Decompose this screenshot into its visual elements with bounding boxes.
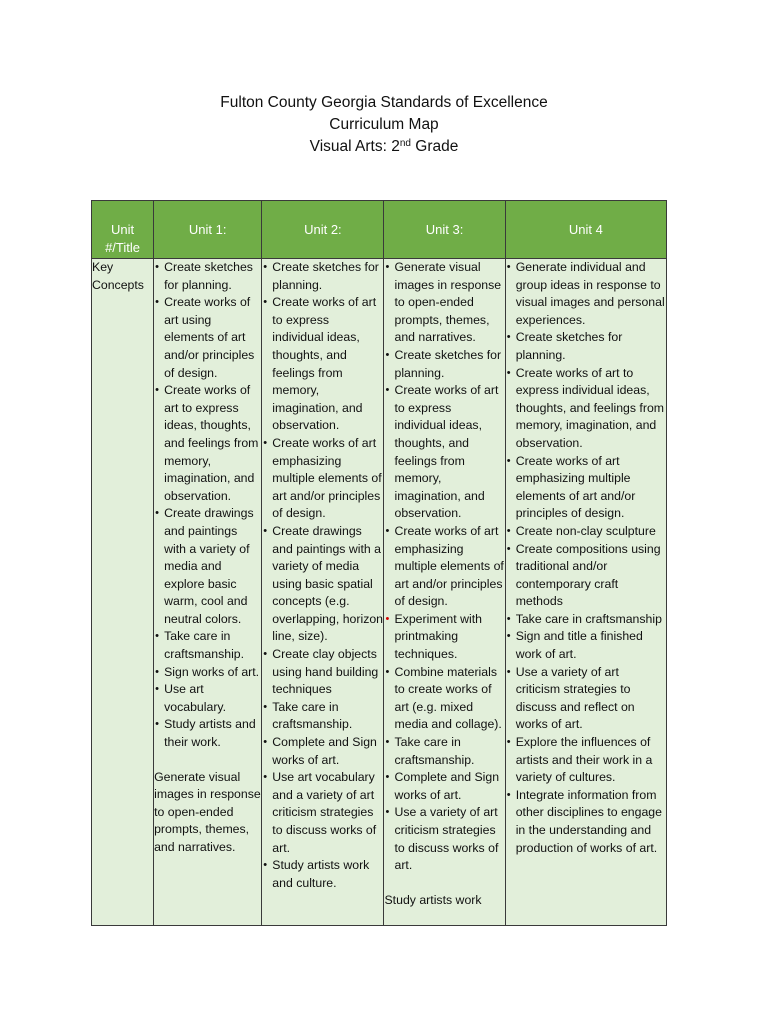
list-item-text: Take care in craftsmanship. [394, 735, 475, 767]
unit-1-cell [154, 259, 262, 926]
bullet-icon: • [385, 524, 390, 537]
list-item-text: Complete and Sign works of art. [394, 770, 500, 802]
bullet-icon: • [263, 771, 268, 784]
list-item [154, 294, 261, 382]
list-item-text: Create works of art emphasizing multiple elements of art and/or principles of design. [515, 453, 636, 521]
list-item [506, 664, 666, 734]
list-item [154, 382, 261, 505]
list-item-text: Combine materials to create works of art (e.g. mixed media and collage). [394, 664, 502, 732]
header-unit-1: Unit 1: [154, 201, 262, 259]
bullet-icon: • [155, 261, 159, 273]
bullet-icon: • [155, 507, 159, 520]
list-item [384, 523, 504, 611]
grade-title [0, 136, 768, 158]
list-item [506, 611, 666, 629]
unit-4-list [506, 259, 666, 857]
unit-2-cell [262, 259, 384, 926]
list-item-text: Take care in craftsmanship. [272, 699, 353, 732]
list-item [384, 611, 504, 664]
bullet-icon: • [263, 700, 268, 713]
row-label-key-concepts: Key Concepts [92, 259, 154, 926]
list-item [154, 716, 261, 751]
list-item [506, 259, 666, 329]
unit-1-list [154, 259, 261, 752]
bullet-icon: • [506, 736, 511, 749]
list-item-text: Sign works of art. [164, 664, 260, 679]
unit-3-extra-text: Study artists work [384, 892, 482, 907]
list-item-text: Create clay objects using hand building techniques [272, 647, 379, 697]
bullet-icon: • [506, 665, 511, 678]
header-unit-3: Unit 3: [384, 201, 505, 259]
bullet-icon: • [155, 630, 159, 643]
list-item [154, 259, 261, 294]
list-item-text: Create sketches for planning. [272, 260, 379, 292]
document-title: Fulton County Georgia Standards of Excellence [220, 94, 548, 111]
list-item-text: Create works of art to express individual ideas, thoughts, and feelings from memory, imagination, and observation. [394, 383, 499, 521]
list-item-text: Create drawings and paintings with a variety of media and explore basic warm, cool and neutral colors. [164, 506, 254, 626]
list-item [384, 347, 504, 382]
list-item [384, 259, 504, 347]
unit-3-cell [384, 259, 505, 926]
list-item [506, 628, 666, 663]
list-item-text: Use art vocabulary and a variety of art criticism strategies to discuss works of art. [272, 770, 377, 855]
bullet-icon: • [506, 524, 511, 537]
list-item [384, 664, 504, 734]
list-item [384, 769, 504, 804]
list-item [506, 453, 666, 523]
list-item-text: Use art vocabulary. [164, 682, 227, 714]
list-item-text: Create works of art to express individual ideas, thoughts, and feelings from memory, imagination, and observation. [515, 365, 665, 450]
bullet-icon: • [506, 630, 511, 643]
list-item [262, 734, 383, 769]
bullet-icon: • [263, 296, 268, 309]
grade-title-prefix: Visual Arts: 2 [309, 138, 400, 155]
list-item-text: Create sketches for planning. [164, 260, 253, 292]
list-item-text: Generate visual images in response to open-ended prompts, themes, and narratives. [394, 260, 502, 345]
list-item-text: Study artists work and culture. [272, 858, 370, 890]
list-item [154, 664, 261, 682]
bullet-icon: • [155, 683, 159, 696]
list-item [154, 681, 261, 716]
list-item [506, 365, 666, 453]
bullet-icon: • [506, 788, 511, 801]
list-item-text: Explore the influences of artists and their work in a variety of cultures. [515, 735, 653, 785]
unit-3-list [384, 259, 504, 875]
list-item [262, 646, 383, 699]
bullet-icon: • [506, 454, 511, 467]
list-item-text: Create works of art to express ideas, thoughts, and feelings from memory, imagination, and observation. [164, 383, 259, 503]
list-item-text: Create non-clay sculpture [515, 523, 656, 538]
list-item [262, 769, 383, 857]
list-item-text: Create works of art emphasizing multiple elements of art and/or principles of design. [394, 523, 504, 609]
list-item [506, 734, 666, 787]
table-header-row [92, 201, 667, 259]
list-item [384, 734, 504, 769]
grade-title-suffix: Grade [410, 138, 459, 155]
unit-4-cell [505, 259, 666, 926]
bullet-icon: • [155, 384, 159, 397]
bullet-icon: • [263, 648, 268, 661]
list-item-text: Experiment with printmaking techniques. [394, 611, 482, 662]
unit-1-extra-text: Generate visual images in response to open-ended prompts, themes, and narratives. [154, 769, 261, 854]
bullet-icon: • [155, 718, 159, 731]
header-unit-4: Unit 4 [505, 201, 666, 259]
bullet-icon: • [263, 859, 268, 872]
grade-title-sup: nd [399, 138, 411, 149]
list-item-text: Create works of art emphasizing multiple elements of art and/or principles of design. [272, 435, 382, 521]
list-item [262, 523, 383, 646]
key-concepts-row [92, 259, 667, 926]
list-item [506, 329, 666, 364]
bullet-icon: • [263, 736, 268, 749]
list-item [262, 857, 383, 892]
curriculum-map-table [91, 200, 667, 926]
list-item-text: Use a variety of art criticism strategies to discuss and reflect on works of art. [515, 664, 635, 732]
list-item [262, 699, 383, 734]
list-item [262, 294, 383, 435]
list-item-text: Create compositions using traditional and/or contemporary craft methods [515, 541, 661, 609]
list-item-text: Take care in craftsmanship [515, 611, 662, 626]
document-subtitle: Curriculum Map [329, 116, 439, 133]
list-item [506, 523, 666, 541]
list-item-text: Create drawings and paintings with a variety of media using basic spatial concepts (e.g. overlapping, horizon line, size). [272, 523, 384, 644]
bullet-icon: • [263, 261, 268, 273]
bullet-icon: • [506, 542, 511, 555]
list-item-text: Sign and title a finished work of art. [515, 629, 643, 662]
list-item [506, 787, 666, 857]
unit-2-list [262, 259, 383, 892]
list-item [262, 259, 383, 294]
list-item [262, 435, 383, 523]
bullet-icon: • [263, 436, 268, 449]
bullet-icon: • [385, 384, 390, 397]
bullet-icon: • [385, 261, 390, 273]
list-item-text: Create works of art using elements of art and/or principles of design. [164, 295, 255, 380]
list-item [384, 382, 504, 523]
bullet-icon: • [385, 736, 390, 749]
bullet-icon: • [385, 612, 390, 625]
bullet-icon: • [155, 296, 159, 309]
bullet-icon: • [385, 665, 390, 678]
bullet-icon: • [506, 261, 511, 273]
header-unit-2: Unit 2: [262, 201, 384, 259]
bullet-icon: • [506, 331, 511, 344]
bullet-icon: • [506, 612, 511, 625]
document-header [0, 92, 768, 158]
list-item-text: Integrate information from other disciplines to engage in the understanding and production of works of art. [515, 787, 662, 855]
header-unit-title: Unit #/Title [92, 201, 154, 259]
bullet-icon: • [506, 366, 511, 379]
bullet-icon: • [385, 348, 390, 361]
list-item [506, 541, 666, 611]
list-item-text: Study artists and their work. [164, 717, 256, 750]
list-item [384, 804, 504, 874]
list-item [154, 628, 261, 663]
list-item-text: Generate individual and group ideas in response to visual images and personal experiences. [515, 260, 665, 327]
list-item-text: Use a variety of art criticism strategies to discuss works of art. [394, 805, 499, 873]
bullet-icon: • [263, 524, 268, 537]
list-item-text: Take care in craftsmanship. [164, 629, 245, 662]
list-item [154, 505, 261, 628]
list-item-text: Create sketches for planning. [515, 330, 623, 362]
list-item-text: Create works of art to express individual ideas, thoughts, and feelings from memory, imagination, and observation. [272, 295, 377, 433]
bullet-icon: • [155, 665, 159, 678]
bullet-icon: • [385, 771, 390, 784]
list-item-text: Complete and Sign works of art. [272, 735, 377, 767]
bullet-icon: • [385, 806, 390, 819]
list-item-text: Create sketches for planning. [394, 347, 502, 380]
